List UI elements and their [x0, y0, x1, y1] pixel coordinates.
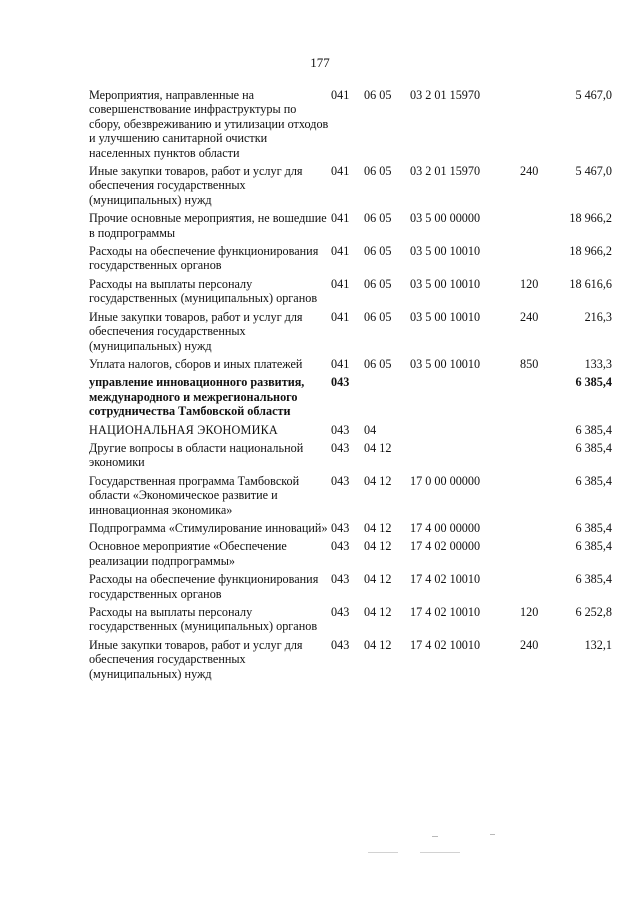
expense-type-code [520, 521, 550, 539]
section-code: 04 12 [364, 520, 392, 535]
table-row [89, 605, 612, 638]
expense-type-code: 120 [520, 605, 539, 619]
section-code: 06 05 [364, 244, 392, 259]
expense-type-code: 850 [520, 356, 539, 371]
target-article-code: 03 2 01 15970 [410, 88, 481, 102]
amount: 18 616,6 [569, 276, 612, 291]
target-article-code: 03 5 00 10010 [410, 276, 481, 291]
ved-code: 043 [331, 422, 350, 437]
expense-type-code [520, 423, 550, 441]
table-row [89, 474, 612, 521]
table-row [89, 88, 612, 164]
target-article-code: 03 2 01 15970 [410, 164, 481, 179]
section-code: 04 [364, 422, 377, 437]
section-code: 06 05 [364, 276, 392, 291]
target-article-code: 17 4 02 10010 [410, 605, 481, 619]
ved-code: 043 [331, 440, 350, 455]
section-code: 04 12 [364, 440, 392, 455]
scan-artifact [368, 852, 398, 853]
expense-type-code [520, 474, 550, 521]
table-row [89, 441, 612, 474]
section-code: 04 12 [364, 605, 392, 619]
ved-code: 043 [331, 473, 350, 488]
amount: 6 385,4 [575, 440, 612, 455]
amount: 132,1 [584, 637, 612, 652]
amount: 18 966,2 [569, 211, 612, 226]
name-cell: Расходы на обеспечение функционирования государственных органов [89, 572, 319, 601]
name-cell: Расходы на выплаты персоналу государственных (муниципальных) органов [89, 605, 318, 634]
table-row [89, 164, 612, 211]
ved-code: 043 [331, 572, 350, 587]
target-article-code [410, 423, 520, 441]
name-cell: Расходы на выплаты персоналу государственных (муниципальных) органов [89, 276, 318, 306]
name-cell: Иные закупки товаров, работ и услуг для обеспечения государственных (муниципальных) нужд [89, 309, 303, 353]
ved-code: 043 [331, 539, 350, 554]
name-cell: Иные закупки товаров, работ и услуг для обеспечения государственных (муниципальных) нужд [89, 637, 303, 681]
name-cell: Подпрограмма «Стимулирование инноваций» [89, 520, 328, 535]
target-article-code: 17 4 00 00000 [410, 520, 481, 535]
expense-type-code [520, 572, 550, 605]
table-row [89, 244, 612, 277]
section-code: 06 05 [364, 88, 392, 102]
budget-table [89, 88, 612, 685]
ved-code: 041 [331, 244, 350, 259]
expense-type-code: 120 [520, 276, 539, 291]
amount: 6 385,4 [575, 572, 612, 587]
section-code: 06 05 [364, 164, 392, 179]
amount: 6 385,4 [575, 422, 612, 437]
expense-type-code [520, 539, 550, 572]
target-article-code: 17 4 02 10010 [410, 572, 481, 587]
amount: 6 252,8 [575, 605, 612, 619]
expense-type-code: 240 [520, 164, 539, 179]
table-row [89, 211, 612, 244]
table-row [89, 375, 612, 422]
expense-type-code [520, 244, 550, 277]
section-code: 04 12 [364, 572, 392, 587]
ved-code: 041 [331, 164, 350, 179]
section-code: 06 05 [364, 356, 392, 371]
target-article-code [410, 441, 520, 474]
expense-type-code [520, 375, 550, 422]
scan-artifact [432, 836, 438, 837]
ved-code: 041 [331, 88, 350, 102]
section-code [364, 375, 410, 422]
name-cell: Основное мероприятие «Обеспечение реализации подпрограммы» [89, 539, 287, 568]
target-article-code: 17 4 02 10010 [410, 637, 481, 652]
table-row [89, 357, 612, 375]
name-cell: управление инновационного развития, международного и межрегионального сотрудничества Тамбовской области [89, 375, 305, 419]
ved-code: 043 [331, 605, 350, 619]
table-row [89, 572, 612, 605]
section-code: 04 12 [364, 637, 392, 652]
table-row [89, 521, 612, 539]
expense-type-code: 240 [520, 309, 539, 324]
amount: 6 385,4 [575, 520, 612, 535]
ved-code: 043 [331, 375, 350, 390]
ved-code: 041 [331, 356, 350, 371]
section-code: 06 05 [364, 309, 392, 324]
expense-type-code [520, 88, 550, 164]
expense-type-code [520, 211, 550, 244]
name-cell: Государственная программа Тамбовской области «Экономическое развитие и инновационная экономика» [89, 473, 300, 517]
target-article-code [410, 375, 520, 422]
amount: 5 467,0 [575, 88, 612, 102]
scan-artifact [420, 852, 460, 853]
section-code: 04 12 [364, 539, 392, 554]
amount: 6 385,4 [575, 539, 612, 554]
amount: 6 385,4 [575, 375, 612, 390]
name-cell: НАЦИОНАЛЬНАЯ ЭКОНОМИКА [89, 422, 278, 437]
name-cell: Другие вопросы в области национальной экономики [89, 440, 304, 470]
amount: 6 385,4 [575, 473, 612, 488]
table-row [89, 277, 612, 310]
target-article-code: 03 5 00 10010 [410, 244, 481, 259]
amount: 18 966,2 [569, 244, 612, 259]
amount: 5 467,0 [575, 164, 612, 179]
ved-code: 043 [331, 520, 350, 535]
section-code: 04 12 [364, 473, 392, 488]
budget-table-body [89, 88, 612, 685]
scan-artifact [490, 834, 495, 835]
ved-code: 041 [331, 211, 350, 226]
ved-code: 041 [331, 309, 350, 324]
target-article-code: 03 5 00 00000 [410, 211, 481, 226]
name-cell: Расходы на обеспечение функционирования государственных органов [89, 244, 319, 273]
name-cell: Иные закупки товаров, работ и услуг для обеспечения государственных (муниципальных) нужд [89, 164, 303, 207]
target-article-code: 03 5 00 10010 [410, 356, 481, 371]
expense-type-code [520, 441, 550, 474]
name-cell: Мероприятия, направленные на совершенствование инфраструктуры по сбору, обезвреживанию и утилизации отходов и улучшению санитарной очистки населенных пунктов области [89, 88, 329, 160]
section-code: 06 05 [364, 211, 392, 226]
target-article-code: 17 0 00 00000 [410, 473, 481, 488]
page-number: 177 [310, 55, 330, 70]
target-article-code: 03 5 00 10010 [410, 309, 481, 324]
ved-code: 041 [331, 276, 350, 291]
table-row [89, 638, 612, 685]
table-row [89, 310, 612, 357]
target-article-code: 17 4 02 00000 [410, 539, 481, 554]
table-row [89, 539, 612, 572]
name-cell: Прочие основные мероприятия, не вошедшие в подпрограммы [89, 211, 327, 240]
amount: 216,3 [584, 309, 612, 324]
amount: 133,3 [584, 356, 612, 371]
table-row [89, 423, 612, 441]
name-cell: Уплата налогов, сборов и иных платежей [89, 356, 303, 371]
ved-code: 043 [331, 637, 350, 652]
expense-type-code: 240 [520, 637, 539, 652]
